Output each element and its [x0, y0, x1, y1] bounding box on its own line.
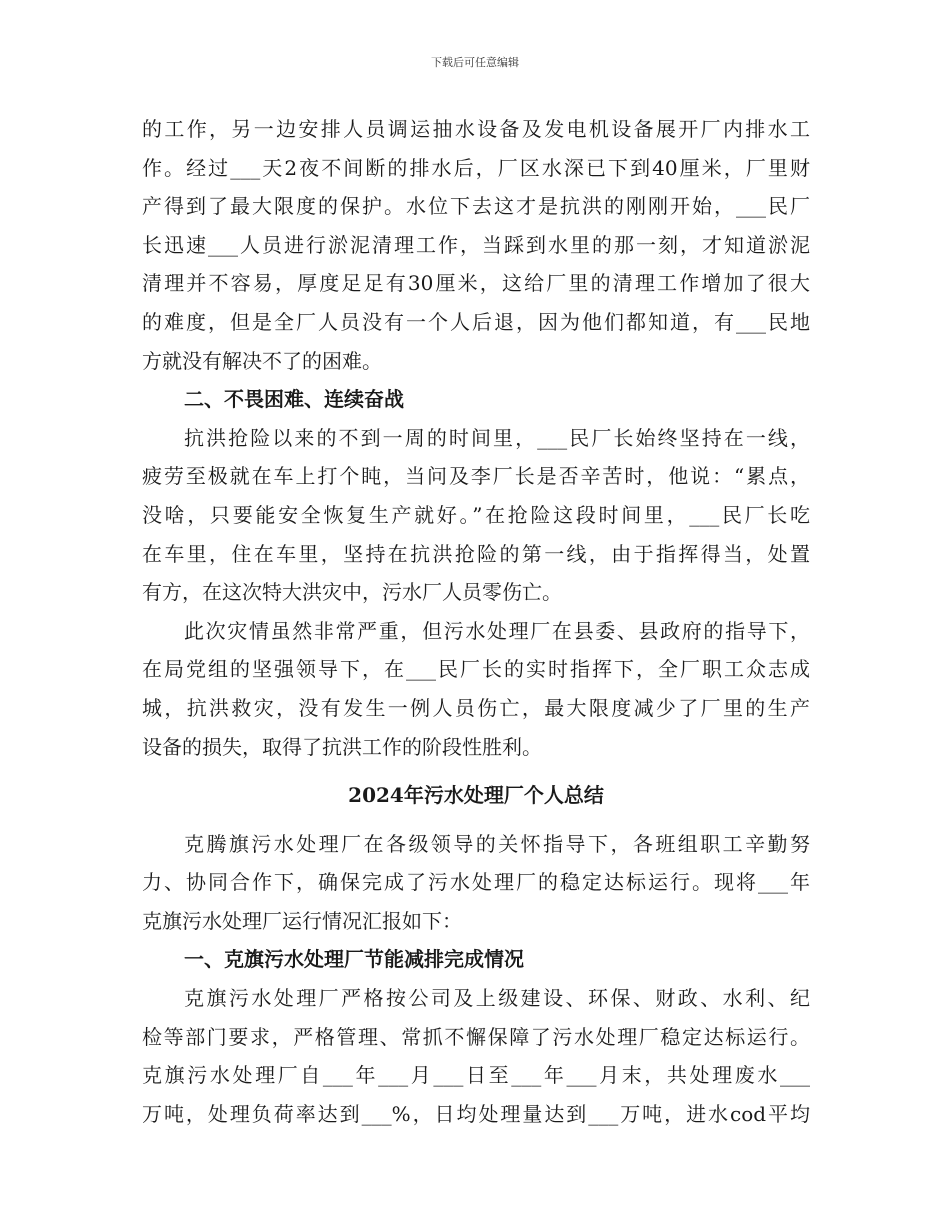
- paragraph-disaster-summary: [142, 612, 810, 766]
- text-line: 力、协同合作下，确保完成了污水处理厂的稳定达标运行。现将___年: [142, 870, 810, 895]
- paragraph-energy-saving: [142, 979, 810, 1133]
- page-header: 下载后可任意编辑: [431, 56, 519, 69]
- section-heading: 二、不畏困难、连续奋战: [184, 387, 404, 412]
- text-line: 克腾旗污水处理厂在各级领导的关怀指导下，各班组职工辛勤努: [184, 831, 810, 856]
- paragraph-intro: [142, 825, 810, 941]
- section-heading: 一、克旗污水处理厂节能减排完成情况: [184, 947, 524, 972]
- text-line: 作。经过___天2夜不间断的排水后，厂区水深已下到40厘米，厂里财: [142, 155, 810, 180]
- text-line: 万吨，处理负荷率达到___%，日均处理量达到___万吨，进水cod平均: [142, 1101, 810, 1126]
- text-line: 设备的损失，取得了抗洪工作的阶段性胜利。: [142, 734, 542, 759]
- text-line: 克旗污水处理厂自___年___月___日至___年___月末，共处理废水___: [142, 1063, 810, 1088]
- paragraph-flood-drainage: [142, 110, 810, 380]
- text-line: 克旗污水处理厂严格按公司及上级建设、环保、财政、水利、纪: [184, 986, 810, 1011]
- text-line: 有方，在这次特大洪灾中，污水厂人员零伤亡。: [142, 580, 562, 605]
- text-line: 方就没有解决不了的困难。: [142, 348, 382, 373]
- text-line: 的工作，另一边安排人员调运抽水设备及发电机设备展开厂内排水工: [142, 117, 810, 141]
- text-line: 克旗污水处理厂运行情况汇报如下：: [142, 908, 462, 933]
- text-line: 清理并不容易，厚度足足有30厘米，这给厂里的清理工作增加了很大: [142, 271, 810, 296]
- text-line: 疲劳至极就在车上打个盹，当问及李厂长是否辛苦时，他说：“累点，: [142, 464, 810, 489]
- text-line: 的难度，但是全厂人员没有一个人后退，因为他们都知道，有___民地: [142, 309, 810, 334]
- text-line: 抗洪抢险以来的不到一周的时间里，___民厂长始终坚持在一线，: [184, 425, 810, 450]
- paragraph-continuous-fight: [142, 419, 810, 612]
- text-line: 检等部门要求，严格管理、常抓不懈保障了污水处理厂稳定达标运行。: [142, 1024, 810, 1049]
- text-line: 此次灾情虽然非常严重，但污水处理厂在县委、县政府的指导下，: [184, 618, 810, 643]
- text-line: 没啥，只要能安全恢复生产就好。”在抢险这段时间里，___民厂长吃: [142, 502, 810, 527]
- document-title: 2024年污水处理厂个人总结: [348, 783, 604, 808]
- text-line: 在车里，住在车里，坚持在抗洪抢险的第一线，由于指挥得当，处置: [142, 541, 810, 566]
- text-line: 产得到了最大限度的保护。水位下去这才是抗洪的刚刚开始，___民厂: [142, 194, 810, 219]
- document-body: [142, 110, 810, 1133]
- text-line: 城，抗洪救灾，没有发生一例人员伤亡，最大限度减少了厂里的生产: [142, 695, 810, 720]
- text-line: 在局党组的坚强领导下，在___民厂长的实时指挥下，全厂职工众志成: [142, 657, 810, 682]
- text-line: 长迅速___人员进行淤泥清理工作，当踩到水里的那一刻，才知道淤泥: [142, 232, 810, 257]
